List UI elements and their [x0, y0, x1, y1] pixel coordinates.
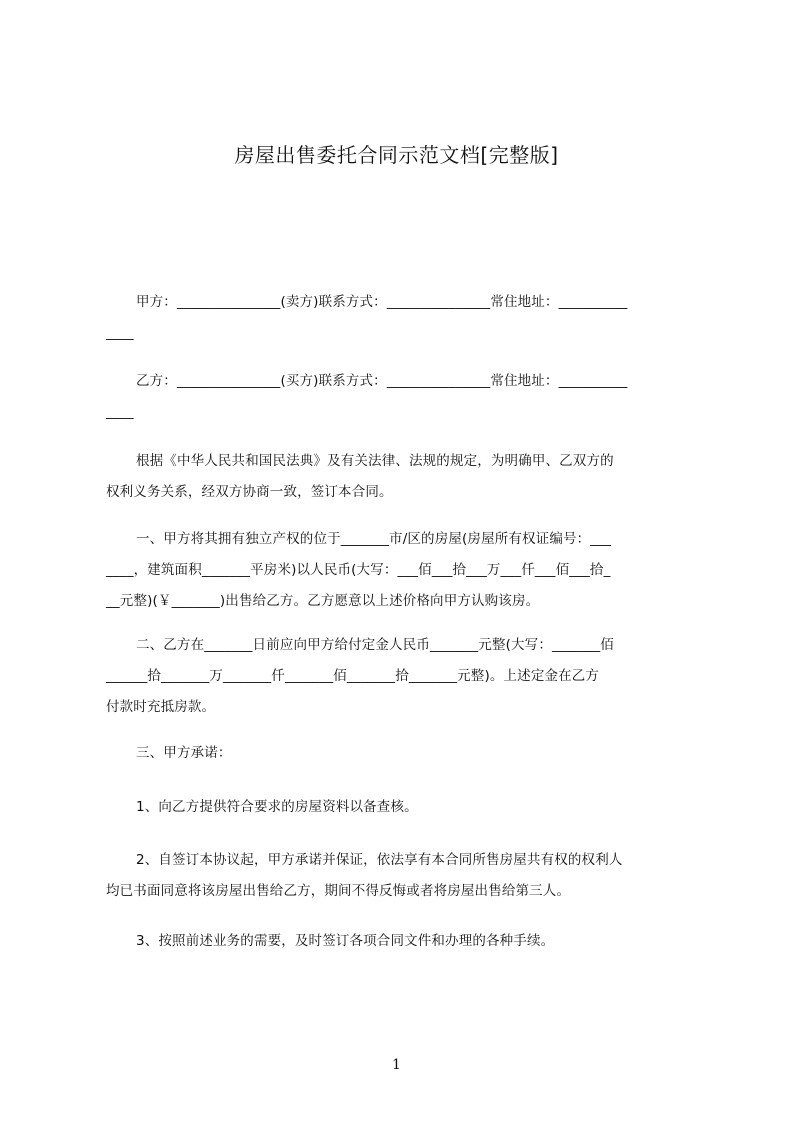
page-number: 1	[392, 1057, 401, 1073]
text-line: 2、自签订本协议起，甲方承诺并保证，依法享有本合同所售房屋共有权的权利人	[136, 852, 623, 868]
text-line: 付款时充抵房款。	[106, 699, 216, 715]
text-line: 乙方：_______________(买方)联系方式：_______________常住地址：__________	[136, 373, 628, 389]
text-line: 根据《中华人民共和国民法典》及有关法律、法规的规定，为明确甲、乙双方的	[136, 453, 614, 469]
text-line: 甲方：_______________(卖方)联系方式：_______________常住地址：__________	[136, 294, 628, 310]
text-line: ______拾_______万_______仟_______佰_______拾_______元整)。上述定金在乙方	[106, 668, 600, 684]
text-line: 均已书面同意将该房屋出售给乙方，期间不得反悔或者将房屋出售给第三人。	[106, 883, 571, 899]
text-line: __元整)(￥_______)出售给乙方。乙方愿意以上述价格向甲方认购该房。	[106, 593, 540, 609]
paragraph-clause-3-3	[106, 926, 706, 957]
paragraph-clause-3	[106, 738, 706, 769]
paragraph-clause-3-2	[106, 845, 706, 907]
text-line: 三、甲方承诺：	[136, 745, 232, 761]
paragraph-party-b	[106, 366, 706, 428]
document-title: 房屋出售委托合同示范文档[完整版]	[234, 143, 559, 167]
paragraph-preamble	[106, 446, 706, 508]
text-line: ____	[106, 404, 134, 420]
paragraph-clause-1	[106, 524, 706, 617]
paragraph-clause-2	[106, 630, 706, 723]
text-line: 3、按照前述业务的需要，及时签订各项合同文件和办理的各种手续。	[136, 933, 555, 949]
text-line: 一、甲方将其拥有独立产权的位于_______市/区的房屋(房屋所有权证编号：___	[136, 531, 611, 547]
text-line: ____	[106, 325, 134, 341]
paragraph-clause-3-1	[106, 792, 706, 823]
paragraph-party-a	[106, 287, 706, 349]
text-line: 权利义务关系，经双方协商一致，签订本合同。	[106, 484, 393, 500]
text-line: 1、向乙方提供符合要求的房屋资料以备查核。	[136, 799, 418, 815]
text-line: 二、乙方在_______日前应向甲方给付定金人民币_______元整(大写：_______佰	[136, 637, 614, 653]
text-line: ____，建筑面积_______平房米)以人民币(大写：___佰___拾___万___仟___佰___拾_	[106, 562, 611, 578]
